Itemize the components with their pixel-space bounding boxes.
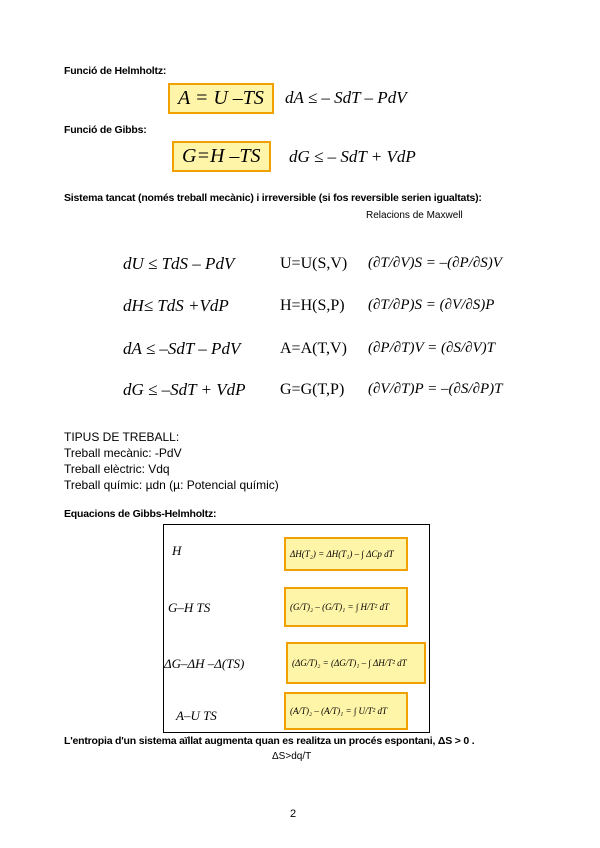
work-electrical: Treball elèctric: Vdq bbox=[64, 462, 170, 476]
function-A: A=A(T,V) bbox=[280, 340, 347, 357]
gibbs-heading: Funció de Gibbs: bbox=[64, 124, 147, 136]
maxwell-relations-label: Relacions de Maxwell bbox=[366, 210, 463, 221]
gh-row1-equation: ΔH(T₂) = ΔH(T₁) – ∫ ΔCp dT bbox=[284, 537, 408, 571]
differential-dG: dG ≤ –SdT + VdP bbox=[123, 380, 246, 399]
maxwell-relation-2: (∂T/∂P)S = (∂V/∂S)P bbox=[368, 297, 495, 313]
gibbs-definition-box: G=H –TS bbox=[172, 141, 271, 172]
helmholtz-differential: dA ≤ – SdT – PdV bbox=[285, 88, 407, 107]
work-types-title: TIPUS DE TREBALL: bbox=[64, 430, 180, 444]
gh-row2-left: G–H TS bbox=[168, 600, 211, 615]
gh-row4-equation: (A/T)₂ – (A/T)₁ = ∫ U/T² dT bbox=[284, 692, 408, 730]
differential-dH: dH≤ TdS +VdP bbox=[123, 296, 229, 315]
gibbs-helmholtz-heading: Equacions de Gibbs-Helmholtz: bbox=[64, 508, 217, 520]
gh-row4-left: A–U TS bbox=[176, 708, 217, 723]
differential-dU: dU ≤ TdS – PdV bbox=[123, 254, 235, 273]
entropy-statement: L'entropia d'un sistema aïllat augmenta quan es realitza un procés espontani, ΔS > 0 . bbox=[64, 735, 475, 747]
entropy-inequality: ΔS>dq/T bbox=[272, 751, 312, 762]
helmholtz-heading: Funció de Helmholtz: bbox=[64, 65, 167, 77]
maxwell-relation-4: (∂V/∂T)P = –(∂S/∂P)T bbox=[368, 381, 503, 397]
closed-system-heading: Sistema tancat (només treball mecànic) i irreversible (si fos reversible serien igualtats): bbox=[64, 192, 482, 204]
function-U: U=U(S,V) bbox=[280, 255, 348, 272]
function-G: G=G(T,P) bbox=[280, 381, 345, 398]
gh-row3-left: ΔG–ΔH –Δ(TS) bbox=[164, 656, 245, 671]
gh-row3-equation: (ΔG/T)₂ = (ΔG/T)₁ – ∫ ΔH/T² dT bbox=[286, 642, 426, 684]
gibbs-differential: dG ≤ – SdT + VdP bbox=[289, 147, 416, 166]
function-H: H=H(S,P) bbox=[280, 297, 345, 314]
maxwell-relation-1: (∂T/∂V)S = –(∂P/∂S)V bbox=[368, 255, 502, 271]
differential-dA: dA ≤ –SdT – PdV bbox=[123, 339, 241, 358]
gibbs-helmholtz-table bbox=[163, 524, 430, 733]
page-number: 2 bbox=[290, 808, 297, 820]
work-chemical: Treball químic: µdn (µ: Potencial químic) bbox=[64, 478, 279, 492]
maxwell-relation-3: (∂P/∂T)V = (∂S/∂V)T bbox=[368, 340, 495, 356]
gh-row2-equation: (G/T)₂ – (G/T)₁ = ∫ H/T² dT bbox=[284, 587, 408, 627]
gh-row1-left: H bbox=[172, 543, 182, 558]
work-mechanical: Treball mecànic: -PdV bbox=[64, 446, 182, 460]
helmholtz-definition-box: A = U –TS bbox=[168, 83, 274, 114]
